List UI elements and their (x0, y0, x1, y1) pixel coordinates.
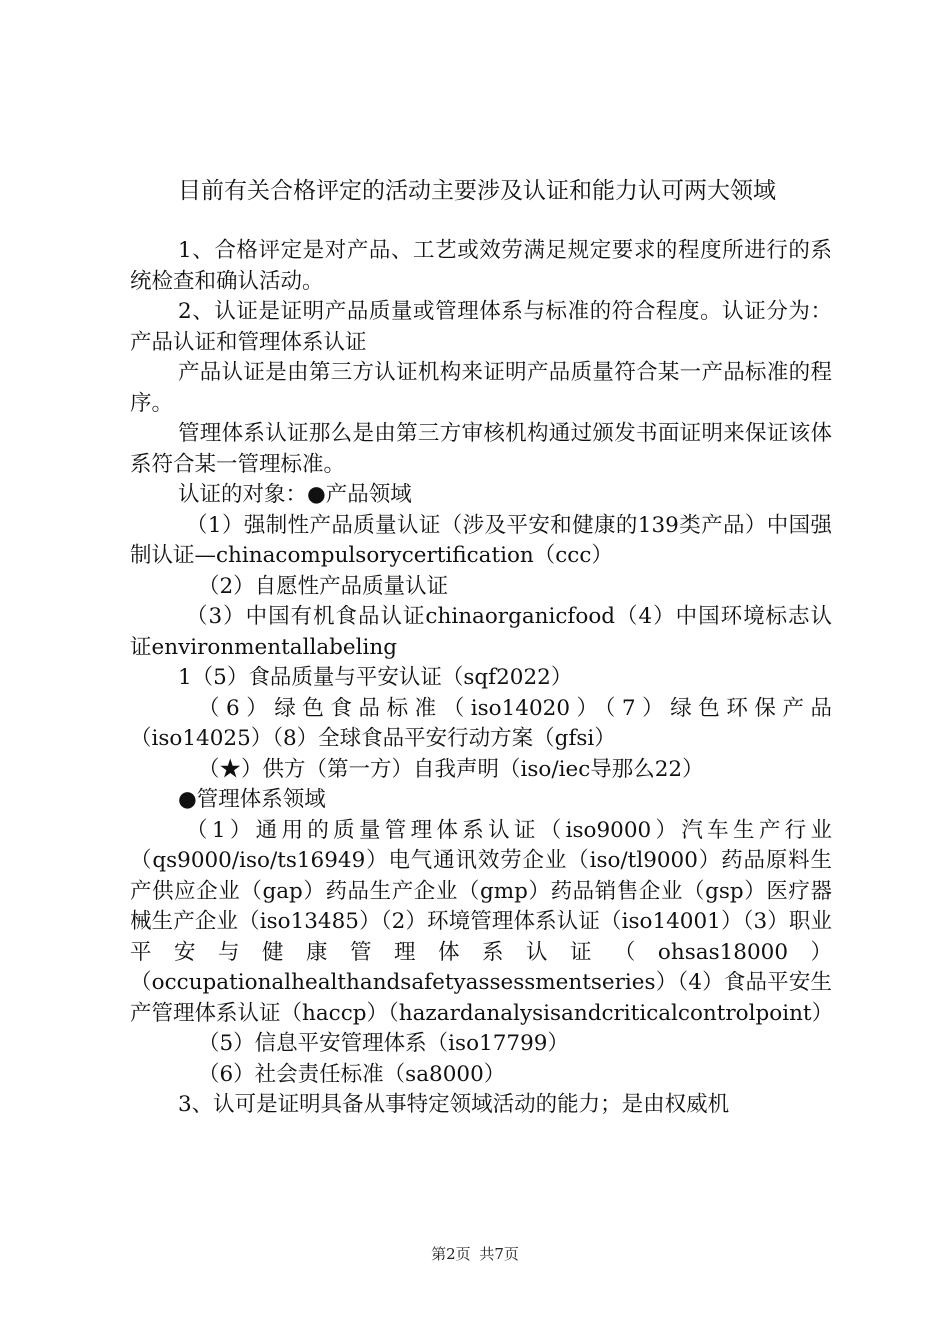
document-title: 目前有关合格评定的活动主要涉及认证和能力认可两大领域 (178, 178, 776, 204)
list-item-social-responsibility: （6）社会责任标准（sa8000） (198, 1061, 506, 1087)
paragraph-certification: 2、认证是证明产品质量或管理体系与标准的符合程度。认证分为：产品认证和管理体系认证 (130, 299, 832, 355)
list-item-information-security: （5）信息平安管理体系（iso17799） (198, 1031, 569, 1056)
page-total: 共7页 (479, 1245, 519, 1263)
list-item-green-food-standard: （6）绿色食品标准（iso14020）（7）绿色环保产品（iso14025）（8）全球食品平安行动方案（gfsi） (130, 695, 832, 751)
page-number: 第2页 (431, 1245, 471, 1263)
list-item-mandatory-certification: （1）强制性产品质量认证（涉及平安和健康的139类产品）中国强制认证—chinacompulsorycertification（ccc） (130, 512, 832, 568)
list-item-quality-management-systems: （1）通用的质量管理体系认证（iso9000）汽车生产行业（qs9000/iso/ts16949）电气通讯效劳企业（iso/tl9000）药品原料生产供应企业（gap）药品生产企业（gmp）药品销售企业（gsp）医疗器械生产企业（iso13485）（2）环境管理体系认证（iso14001）（3）职业平安与健康管理体系认证（ohsas18000）（occupationalhealthandsafetyassessmentseries）（4）食品平安生产管理体系认证（haccp）（hazardanalysisandcriticalcontrolpoint） (130, 817, 834, 1026)
list-item-voluntary-certification: （2）自愿性产品质量认证 (198, 573, 449, 599)
section-management-system-field: ●管理体系领域 (178, 787, 326, 812)
paragraph-product-certification: 产品认证是由第三方认证机构来证明产品质量符合某一产品标准的程序。 (130, 360, 832, 416)
paragraph-certification-objects: 认证的对象：●产品领域 (178, 482, 412, 507)
paragraph-conformity-assessment: 1、合格评定是对产品、工艺或效劳满足规定要求的程度所进行的系统检查和确认活动。 (130, 238, 832, 294)
list-item-food-quality-certification: 1（5）食品质量与平安认证（sqf2022） (178, 665, 573, 690)
document-body (130, 236, 832, 1121)
list-item-supplier-declaration: （★）供方（第一方）自我声明（iso/iec导那么22） (198, 756, 704, 782)
page-footer (0, 1243, 950, 1264)
paragraph-management-system-certification: 管理体系认证那么是由第三方审核机构通过颁发书面证明来保证该体系符合某一管理标准。 (130, 421, 832, 477)
list-item-organic-food-certification: （3）中国有机食品认证chinaorganicfood（4）中国环境标志认证environmentallabeling (130, 604, 832, 660)
paragraph-accreditation: 3、认可是证明具备从事特定领域活动的能力；是由权威机 (178, 1092, 730, 1117)
